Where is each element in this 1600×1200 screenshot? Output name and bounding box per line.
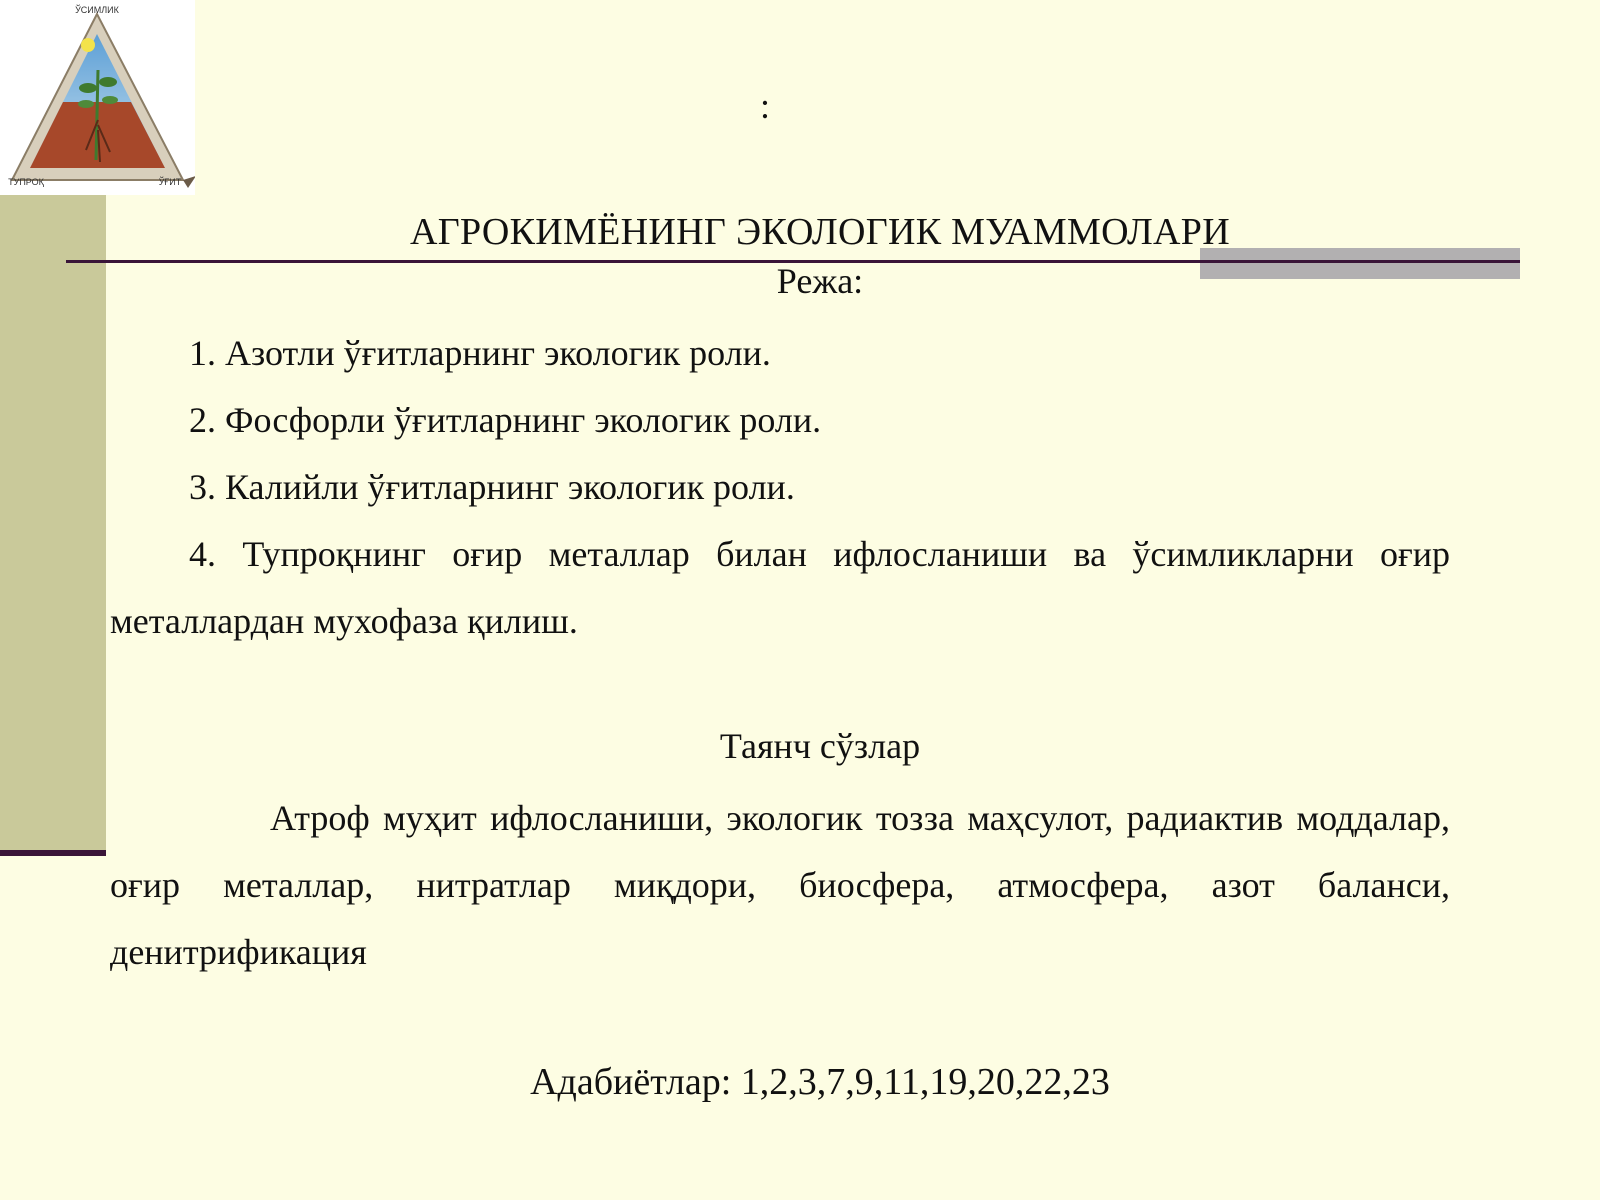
keywords-text: Атроф муҳит ифлосланиши, экологик тозза маҳсулот, радиактив моддалар, оғир металлар, нитратлар миқдори, биосфера, атмосфера, азот баланси, денитрификация — [110, 798, 1450, 972]
logo-top-label: ЎСИМЛИК — [75, 5, 119, 15]
logo-left-label: ТУПРОҚ — [8, 177, 44, 187]
header-colon: : — [760, 86, 771, 126]
plan-item: 2. Фосфорли ўғитларнинг экологик роли. — [189, 400, 822, 440]
sun-icon — [81, 38, 95, 52]
references: Адабиётлар: 1,2,3,7,9,11,19,20,22,23 — [530, 1061, 1110, 1103]
plan-item: 1. Азотли ўғитларнинг экологик роли. — [189, 333, 771, 373]
plan-list — [110, 320, 1450, 655]
triangle-logo — [0, 0, 195, 195]
logo-right-label: ЎҒИТ — [158, 177, 182, 187]
plan-heading: Режа: — [776, 261, 864, 301]
slide-title: АГРОКИМЁНИНГ ЭКОЛОГИК МУАММОЛАРИ — [410, 211, 1230, 253]
left-decor-rule — [0, 850, 106, 856]
plan-item: 4. Тупроқнинг оғир металлар билан ифлосланиши ва ўсимликларни оғир металлардан мухофаза қилиш. — [110, 534, 1450, 641]
plan-item: 3. Калийли ўғитларнинг экологик роли. — [189, 467, 795, 507]
keywords-heading: Таянч сўзлар — [719, 726, 921, 766]
